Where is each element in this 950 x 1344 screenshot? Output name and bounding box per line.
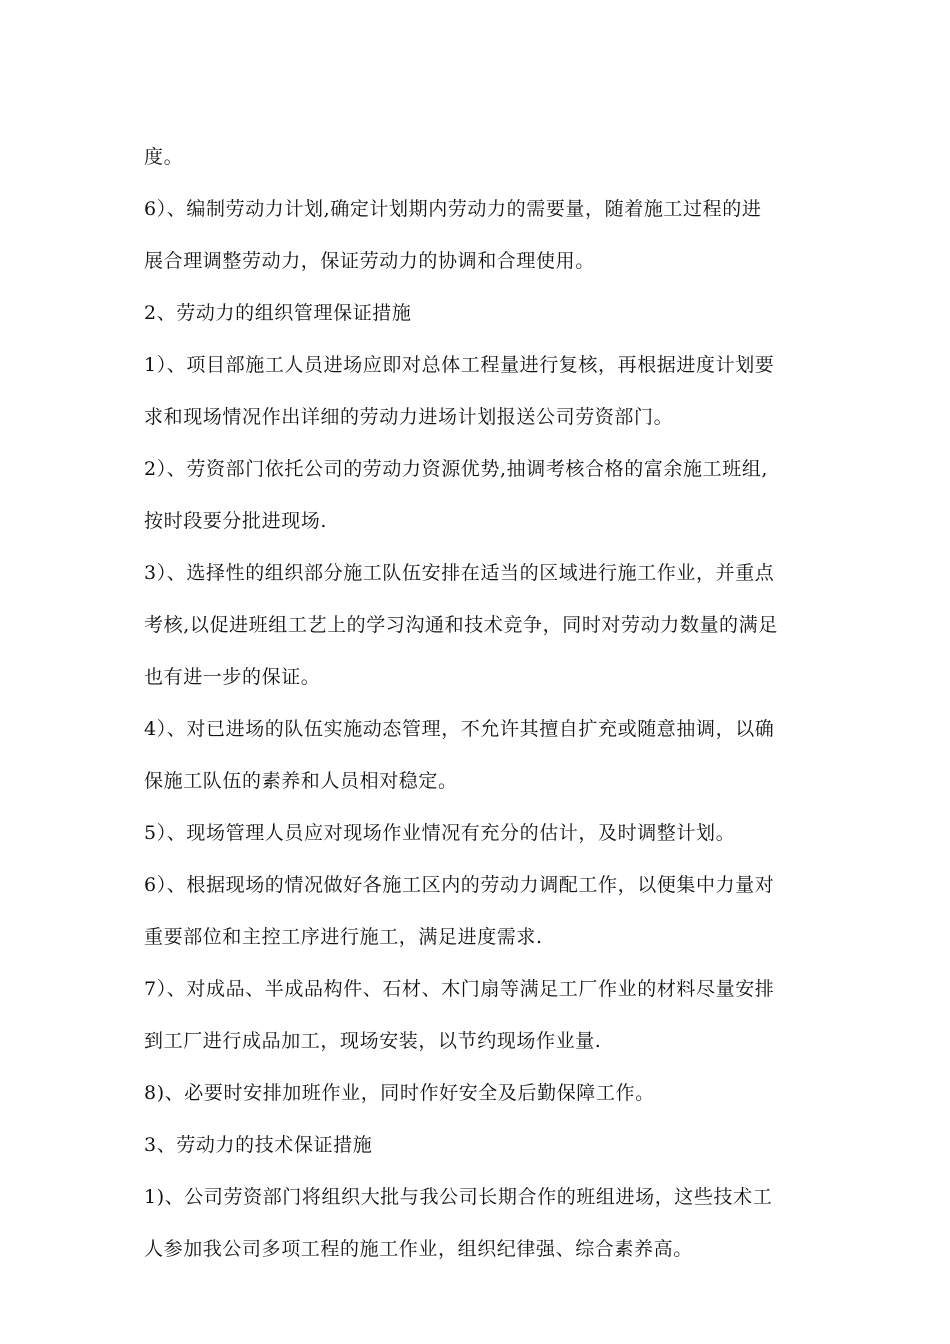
text-line: 1)、公司劳资部门将组织大批与我公司长期合作的班组进场，这些技术工: [144, 1186, 773, 1208]
text-line: 重要部位和主控工序进行施工，满足进度需求.: [144, 926, 543, 948]
text-line: 8)、必要时安排加班作业，同时作好安全及后勤保障工作。: [144, 1082, 655, 1104]
text-line: 4）、对已进场的队伍实施动态管理，不允许其擅自扩充或随意抽调，以确: [144, 718, 775, 740]
text-line: 3）、选择性的组织部分施工队伍安排在适当的区域进行施工作业，并重点: [144, 562, 775, 584]
document-body: [144, 139, 808, 1283]
text-line: 展合理调整劳动力，保证劳动力的协调和合理使用。: [144, 250, 595, 272]
text-line: 5）、现场管理人员应对现场作业情况有充分的估计，及时调整计划。: [144, 822, 736, 844]
text-line: 保施工队伍的素养和人员相对稳定。: [144, 770, 458, 792]
text-line: 到工厂进行成品加工，现场安装，以节约现场作业量.: [144, 1030, 602, 1052]
text-line: 也有进一步的保证。: [144, 666, 321, 688]
text-line: 6）、编制劳动力计划,确定计划期内劳动力的需要量，随着施工过程的进: [144, 198, 762, 220]
text-line: 求和现场情况作出详细的劳动力进场计划报送公司劳资部门。: [144, 406, 674, 428]
text-line: 考核,以促进班组工艺上的学习沟通和技术竞争，同时对劳动力数量的满足: [144, 614, 778, 636]
text-line: 1）、项目部施工人员进场应即对总体工程量进行复核，再根据进度计划要: [144, 354, 775, 376]
section-heading: 3、劳动力的技术保证措施: [144, 1134, 373, 1156]
text-line: 按时段要分批进现场.: [144, 510, 328, 532]
text-line: 7）、对成品、半成品构件、石材、木门扇等满足工厂作业的材料尽量安排: [144, 978, 775, 1000]
text-line: 人参加我公司多项工程的施工作业，组织纪律强、综合素养高。: [144, 1238, 693, 1260]
text-line: 2）、劳资部门依托公司的劳动力资源优势,抽调考核合格的富余施工班组,: [144, 458, 769, 480]
text-line: 6）、根据现场的情况做好各施工区内的劳动力调配工作，以便集中力量对: [144, 874, 775, 896]
section-heading: 2、劳动力的组织管理保证措施: [144, 302, 412, 324]
text-line: 度。: [144, 146, 184, 168]
